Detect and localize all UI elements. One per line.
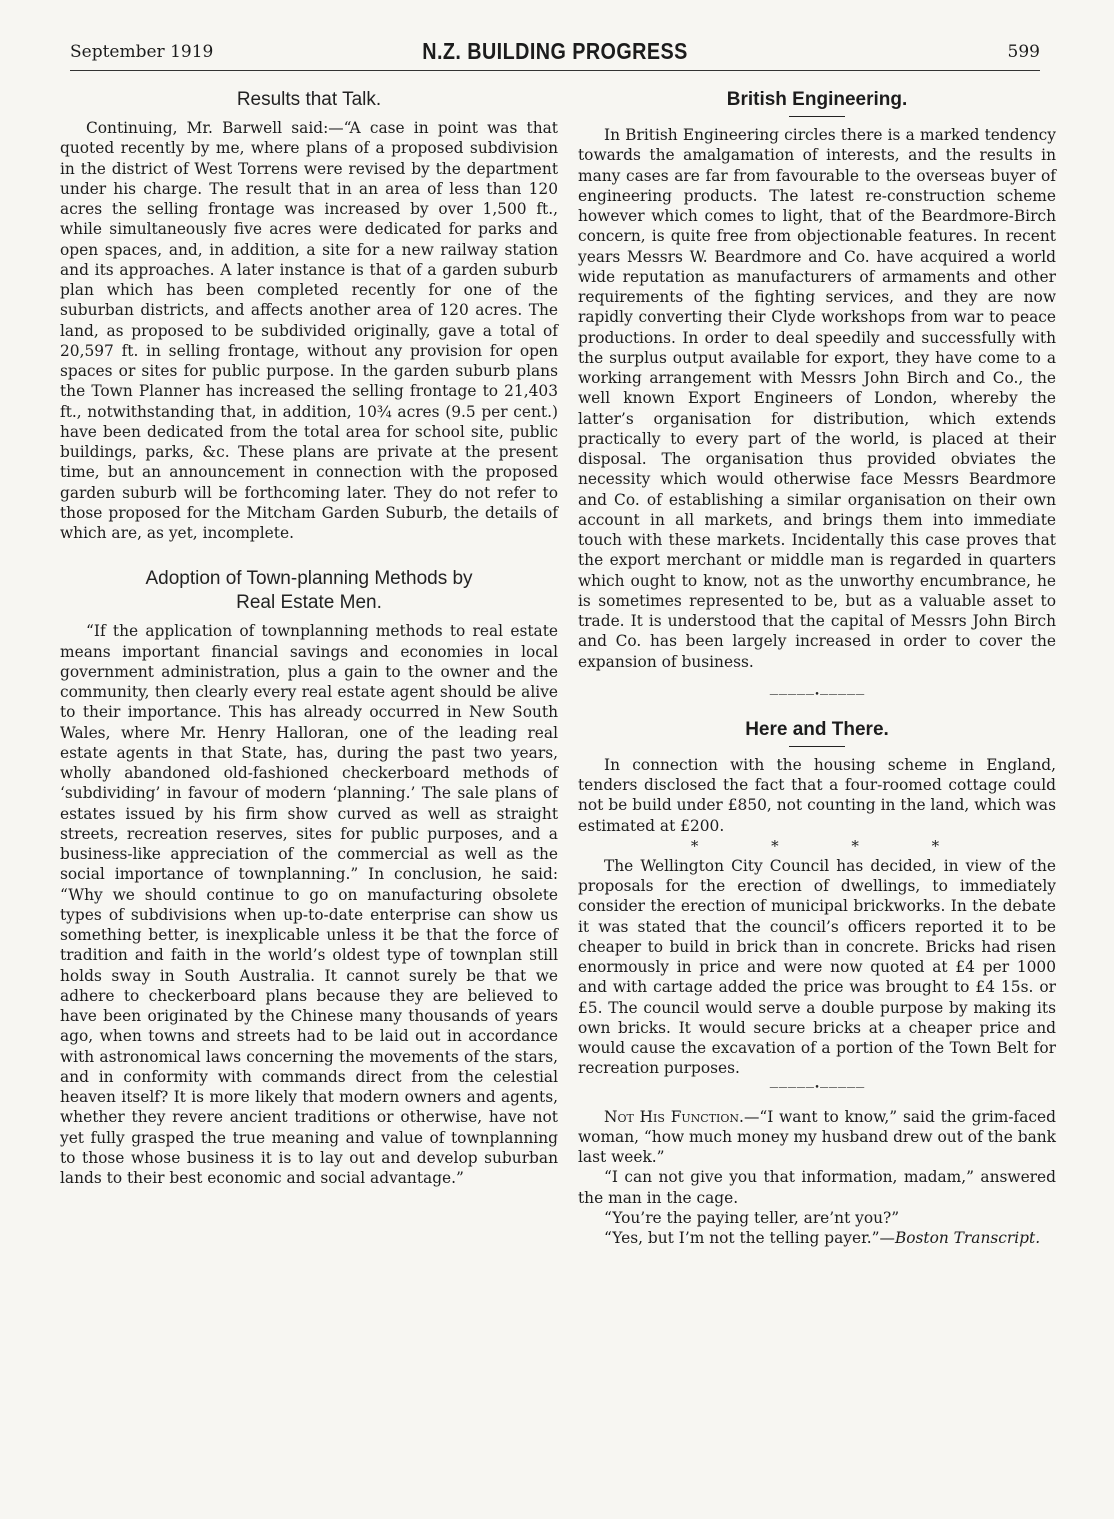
issue-date: September 1919 [70, 42, 214, 62]
publication-title: N.Z. BUILDING PROGRESS [422, 38, 688, 64]
not-his-function-line-1: —“I want to know,” said the grim-faced woman, “how much money my husband drew out of the bank last week.” [578, 1107, 1056, 1166]
heading-adoption-town-planning [60, 567, 558, 615]
heading-results-that-talk: Results that Talk. [236, 89, 382, 110]
page-number: 599 [1007, 42, 1040, 62]
right-column [578, 88, 1056, 1248]
not-his-function-line-4 [578, 1228, 1056, 1248]
results-that-talk-body: Continuing, Mr. Barwell said:—“A case in point was that quoted recently by me, where plans of a proposed subdivision in the district of West Torrens were revised by the department under his charge. The result that in an area of less than 120 acres the selling frontage was increased by over 1,500 ft., while simultaneously five acres were dedicated for parks and open spaces, and, in addition, a site for a new railway station and its approaches. A later instance is that of a garden suburb plan which has been completed recently for one of the suburban districts, and affects another area of 120 acres. The land, as proposed to be subdivided originally, gave a total of 20,597 ft. in selling frontage, without any provision for open spaces or sites for public purpose. In the garden suburb plans the Town Planner has increased the selling frontage to 21,403 ft., notwithstanding that, in addition, 10¾ acres (9.5 per cent.) have been dedicated from the total area for school site, public buildings, parks, &c. These plans are private at the present time, but an announcement in connection with the proposed garden suburb will be forthcoming later. They do not refer to those proposed for the Mitcham Garden Suburb, the details of which are, as yet, incomplete. [60, 119, 558, 542]
not-his-function-line-2: “I can not give you that information, madam,” answered the man in the cage. [578, 1168, 1056, 1207]
heading-here-and-there: Here and There. [745, 718, 889, 740]
adoption-town-planning-body: “If the application of townplanning methods to real estate means important financial savings and economies in local government administration, plus a gain to the owner and the community, then clearly every real estate agent should be alive to their importance. This has already occurred in New South Wales, where Mr. Henry Halloran, one of the leading real estate agents in that State, has, during the past two years, wholly abandoned old-fashioned checkerboard methods of ‘subdividing’ in favour of modern ‘planning.’ The sale plans of estates issued by his firm show curved as well as straight streets, recreation reserves, sites for public purposes, and a business-like appreciation of the commercial as well as the social importance of townplanning.” In conclusion, he said: “Why we should continue to go on manufacturing obsolete types of subdivisions when up-to-date enterprise can show us something better, is inexplicable unless it be that the force of tradition and faith in the world’s oldest type of townplan still holds sway in South Australia. It cannot surely be that we adhere to checkerboard plans because they are believed to have been originated by the Chinese many thousands of years ago, when towns and streets had to be laid out in accordance with astronomical laws concerning the movements of the stars, and in conformity with commands direct from the celestial heaven itself? It is more likely that modern owners and agents, whether they revere ancient traditions or otherwise, have not yet fully grasped the true meaning and value of townplanning to those whose business it is to lay out and develop suburban lands to their best economic and social advantage.” [60, 622, 558, 1187]
heading-british-engineering: British Engineering. [726, 89, 908, 110]
running-header [70, 40, 1040, 71]
left-column [60, 88, 558, 1188]
british-engineering-body: In British Engineering circles there is a marked tendency towards the amalgamation of interests, and the results in many cases are far from favourable to the overseas buyer of engineering products. The latest re-construction scheme however which comes to light, that of the Beardmore-Birch concern, is quite free from objectionable features. In recent years Messrs W. Beardmore and Co. have acquired a world wide reputation as manufacturers of armaments and other requirements of the fighting services, and they are now rapidly converting their Clyde workshops from war to peace productions. In order to deal speedily and successfully with the surplus output available for export, they have come to a working arrangement with Messrs John Birch and Co., the well known Export Engineers of London, whereby the latter’s organisation for distribution, which extends practically to every part of the world, is placed at their disposal. The organisation thus provided obviates the necessity which would otherwise face Messrs Beardmore and Co. of establishing a similar organisation on their own account in all markets, and brings them into immediate touch with these markets. Incidentally this case proves that the export merchant or middle man is regarded in quarters which ought to know, not as the unworthy encumbrance, he is sometimes represented to be, but as a valuable asset to trade. It is understood that the capital of Messrs John Birch and Co. has been largely increased in order to cover the expansion of business. [578, 126, 1056, 671]
wellington-council-paragraph: The Wellington City Council has decided, in view of the proposals for the erection of dwellings, to immediately consider the erection of municipal brickworks. In the debate it was stated that the council’s officers reported it to be cheaper to build in brick than in concrete. Bricks had risen enormously in price and were now quoted at £4 per 1000 and with cartage added the price was brought to £4 15s. or £5. The council would serve a double purpose by making its own bricks. It would secure bricks at a cheaper price and would cause the excavation of a portion of the Town Belt for recreation purposes. [578, 856, 1056, 1078]
heading-rule [789, 746, 845, 747]
heading-rule [789, 116, 845, 117]
housing-scheme-paragraph: In connection with the housing scheme in England, tenders disclosed the fact that a four-roomed cottage could not be build under £850, not counting in the land, which was estimated at £200. [578, 755, 1056, 835]
asterisk-separator: * * * * [690, 836, 974, 855]
heading-line-1: Adoption of Town-planning Methods by [145, 568, 473, 590]
section-divider: —————•————— [769, 1082, 865, 1093]
section-divider: —————•————— [769, 689, 865, 700]
source-credit: Boston Transcript. [894, 1229, 1041, 1247]
punchline-text: “Yes, but I’m not the telling payer.”— [604, 1229, 895, 1247]
not-his-function-line-3: “You’re the paying teller, are’nt you?” [604, 1208, 900, 1227]
heading-line-2: Real Estate Men. [236, 592, 382, 614]
not-his-function-lead-in: Not His Function. [604, 1107, 744, 1126]
not-his-function-paragraph [578, 1107, 1056, 1168]
